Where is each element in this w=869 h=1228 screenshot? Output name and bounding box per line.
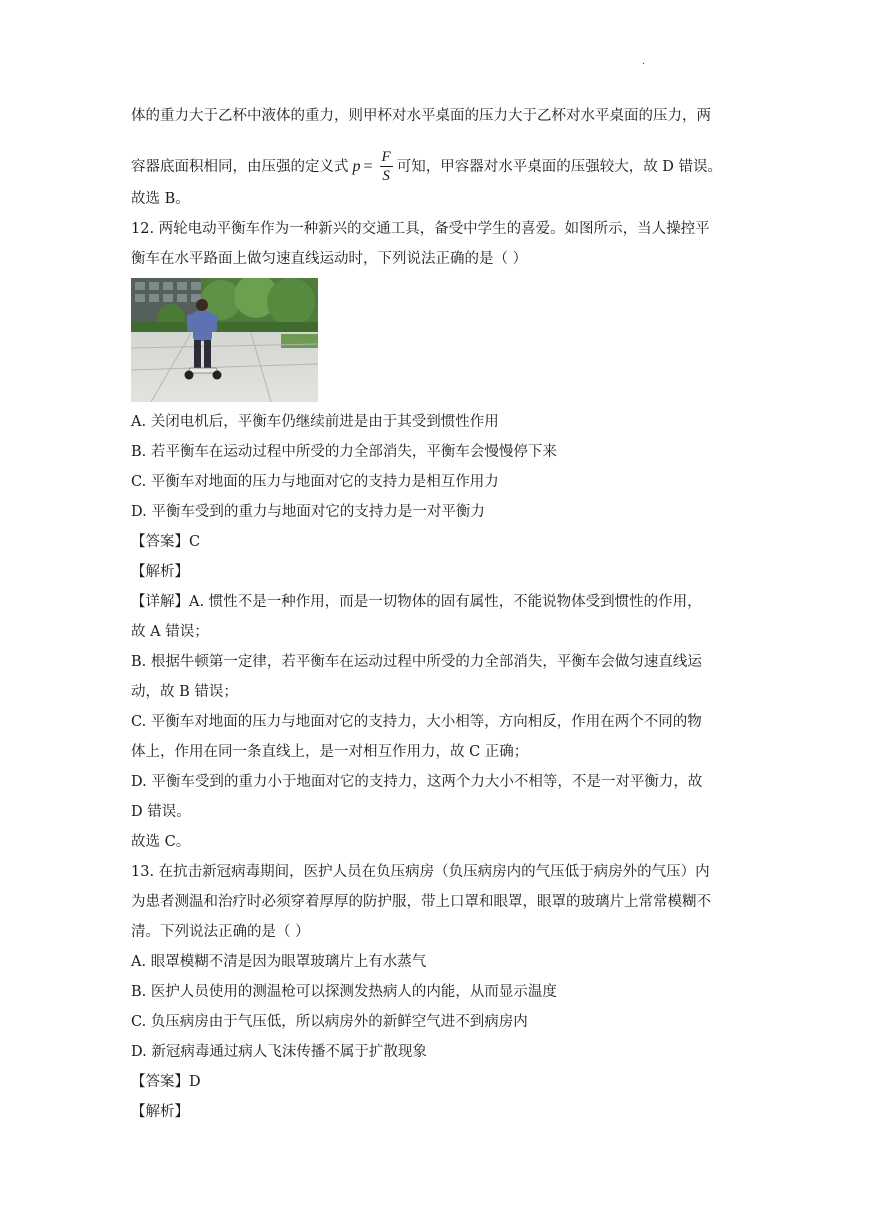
answer-label: 【答案】D xyxy=(131,1074,201,1090)
detail-text: D 错误。 xyxy=(131,804,191,820)
analysis-label: 【解析】 xyxy=(131,1104,189,1120)
option-a: A. 眼罩模糊不清是因为眼罩玻璃片上有水蒸气 xyxy=(131,954,427,970)
option-d: D. 新冠病毒通过病人飞沫传播不属于扩散现象 xyxy=(131,1044,427,1060)
fraction-denominator: S xyxy=(382,168,390,184)
fraction-numerator: F xyxy=(381,149,391,165)
text-segment: 容器底面积相同，由压强的定义式 xyxy=(131,158,349,175)
balance-scooter-photo xyxy=(131,278,318,402)
detail-text: 体上，作用在同一条直线上，是一对相互作用力，故 C 正确； xyxy=(131,744,529,760)
formula-line xyxy=(131,148,751,185)
option-b: B. 医护人员使用的测温枪可以探测发热病人的内能，从而显示温度 xyxy=(131,984,557,1000)
formula-lhs: p xyxy=(352,157,361,175)
option-a: A. 关闭电机后，平衡车仍继续前进是由于其受到惯性作用 xyxy=(131,414,499,430)
detail-text: 故 A 错误； xyxy=(131,624,209,640)
detail-text: 【详解】A. 惯性不是一种作用，而是一切物体的固有属性，不能说物体受到惯性的作用， xyxy=(131,594,702,610)
question-12-stem: 12. 两轮电动平衡车作为一种新兴的交通工具，备受中学生的喜爱。如图所示，当人操控平 xyxy=(131,221,710,237)
question-13-stem: 清。下列说法正确的是（ ） xyxy=(131,924,310,940)
question-13-stem: 为患者测温和治疗时必须穿着厚厚的防护服，带上口罩和眼罩，眼罩的玻璃片上常常模糊不 xyxy=(131,894,711,910)
question-12-stem: 衡车在水平路面上做匀速直线运动时，下列说法正确的是（ ） xyxy=(131,251,528,267)
detail-text: B. 根据牛顿第一定律，若平衡车在运动过程中所受的力全部消失，平衡车会做匀速直线运 xyxy=(131,654,702,670)
answer-label: 【答案】C xyxy=(131,534,201,550)
text-segment: 可知，甲容器对水平桌面的压强较大，故 D 错误。 xyxy=(396,158,723,175)
text-line: 故选 B。 xyxy=(131,191,190,207)
option-b: B. 若平衡车在运动过程中所受的力全部消失，平衡车会慢慢停下来 xyxy=(131,444,557,460)
page-marker: . xyxy=(642,56,646,67)
option-d: D. 平衡车受到的重力与地面对它的支持力是一对平衡力 xyxy=(131,504,485,520)
analysis-label: 【解析】 xyxy=(131,564,189,580)
choose-text: 故选 C。 xyxy=(131,834,191,850)
fraction xyxy=(380,148,393,185)
question-13-stem: 13. 在抗击新冠病毒期间，医护人员在负压病房（负压病房内的气压低于病房外的气压）内 xyxy=(131,864,710,880)
formula-eq: = xyxy=(363,157,373,175)
pressure-formula xyxy=(353,148,393,185)
detail-text: 动，故 B 错误； xyxy=(131,684,238,700)
detail-text: C. 平衡车对地面的压力与地面对它的支持力，大小相等，方向相反，作用在两个不同的物 xyxy=(131,714,702,730)
text-line: 体的重力大于乙杯中液体的重力，则甲杯对水平桌面的压力大于乙杯对水平桌面的压力，两 xyxy=(131,108,711,124)
detail-text: D. 平衡车受到的重力小于地面对它的支持力，这两个力大小不相等，不是一对平衡力，故 xyxy=(131,774,703,790)
option-c: C. 平衡车对地面的压力与地面对它的支持力是相互作用力 xyxy=(131,474,499,490)
option-c: C. 负压病房由于气压低，所以病房外的新鲜空气进不到病房内 xyxy=(131,1014,528,1030)
